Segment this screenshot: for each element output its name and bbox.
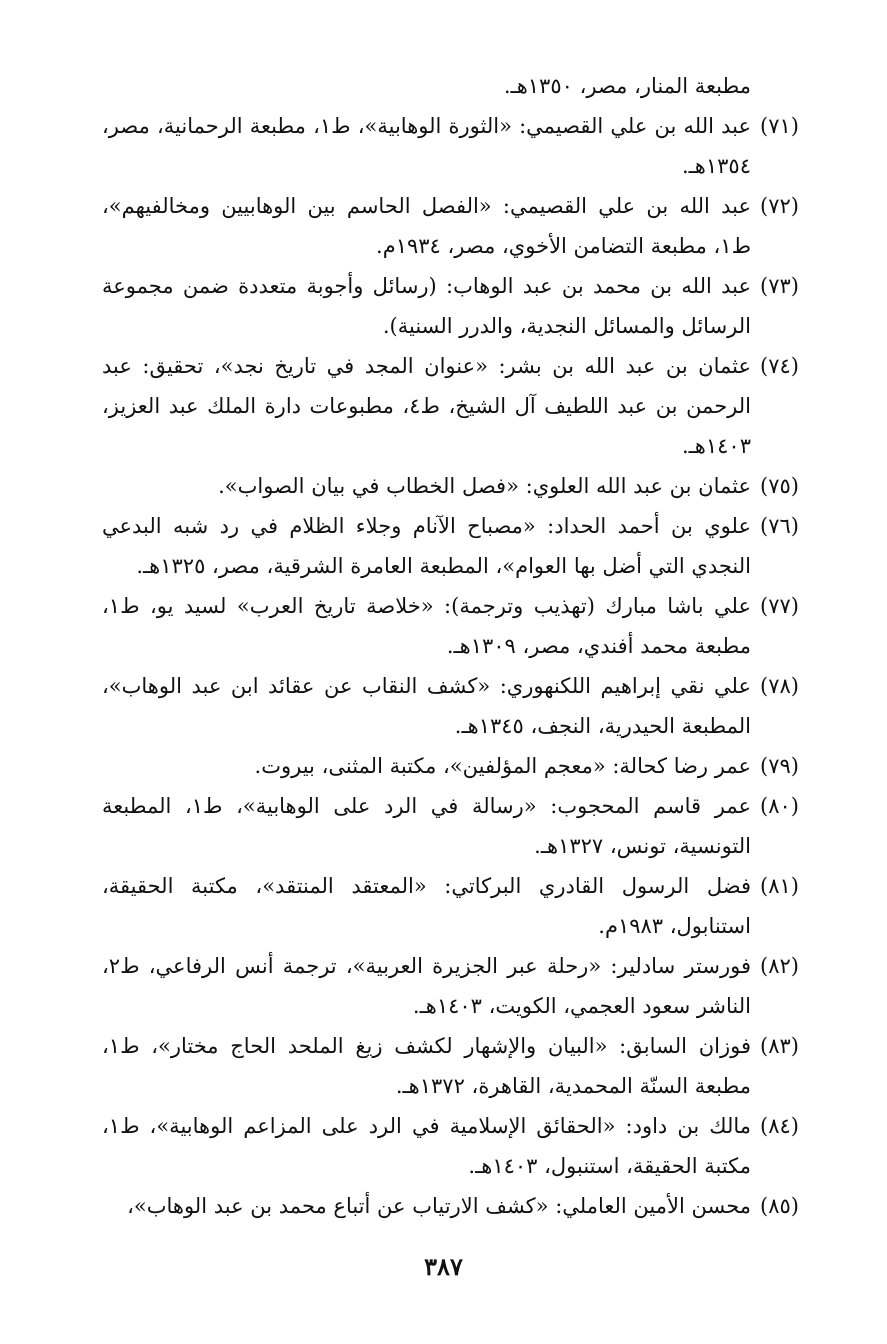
entry-text: فوزان السابق: «البيان والإشهار لكشف زيغ الملحد الحاج مختار»، ط١، مطبعة السنّة المحمدية، القاهرة، ١٣٧٢هـ. — [102, 1034, 751, 1098]
entry-text: عثمان بن عبد الله العلوي: «فصل الخطاب في بيان الصواب». — [218, 474, 751, 498]
entry-text: عمر رضا كحالة: «معجم المؤلفين»، مكتبة المثنى، بيروت. — [254, 754, 751, 778]
entry-number: (٨١) — [760, 874, 799, 898]
entry-number: (٧١) — [760, 114, 799, 138]
entry-number: (٨٠) — [760, 794, 799, 818]
bibliography-entry — [102, 1026, 799, 1106]
bibliography-entry — [102, 746, 799, 786]
bibliography-entry — [102, 346, 799, 466]
bibliography-entry — [102, 106, 799, 186]
entry-text: فضل الرسول القادري البركاتي: «المعتقد المنتقد»، مكتبة الحقيقة، استنابول، ١٩٨٣م. — [102, 874, 751, 938]
bibliography-entry — [102, 866, 799, 946]
entry-text: فورستر سادلير: «رحلة عبر الجزيرة العربية»، ترجمة أنس الرفاعي، ط٢، الناشر سعود العجمي، الكويت، ١٤٠٣هـ. — [102, 954, 751, 1018]
entry-number: (٨٥) — [760, 1194, 799, 1218]
entry-text: عثمان بن عبد الله بن بشر: «عنوان المجد في تاريخ نجد»، تحقيق: عبد الرحمن بن عبد اللطيف آل الشيخ، ط٤، مطبوعات دارة الملك عبد العزيز، ١٤٠٣هـ. — [102, 354, 751, 458]
bibliography-entry — [102, 786, 799, 866]
entry-number: (٧٥) — [760, 474, 799, 498]
entry-text: علي باشا مبارك (تهذيب وترجمة): «خلاصة تاريخ العرب» لسيد يو، ط١، مطبعة محمد أفندي، مصر، ١٣٠٩هـ. — [102, 594, 751, 658]
entry-text: محسن الأمين العاملي: «كشف الارتياب عن أتباع محمد بن عبد الوهاب»، — [127, 1194, 751, 1218]
bibliography-entry — [102, 1106, 799, 1186]
bibliography-entry — [102, 466, 799, 506]
bibliography-entry — [102, 946, 799, 1026]
entry-text: عمر قاسم المحجوب: «رسالة في الرد على الوهابية»، ط١، المطبعة التونسية، تونس، ١٣٢٧هـ. — [102, 794, 751, 858]
bibliography-list — [102, 66, 799, 1226]
entry-number: (٧٧) — [760, 594, 799, 618]
entry-number: (٧٦) — [760, 514, 799, 538]
entry-number: (٨٤) — [760, 1114, 799, 1138]
entry-text: عبد الله بن علي القصيمي: «الفصل الحاسم بين الوهابيين ومخالفيهم»، ط١، مطبعة التضامن الأخوي، مصر، ١٩٣٤م. — [102, 194, 751, 258]
entry-number: (٧٩) — [760, 754, 799, 778]
entry-number: (٧٢) — [760, 194, 799, 218]
entry-number: (٧٨) — [760, 674, 799, 698]
continuation-line — [102, 66, 799, 106]
entry-number: (٨٣) — [760, 1034, 799, 1058]
continuation-text: مطبعة المنار، مصر، ١٣٥٠هـ. — [503, 74, 751, 98]
entry-number: (٨٢) — [760, 954, 799, 978]
bibliography-entry — [102, 1186, 799, 1226]
bibliography-entry — [102, 666, 799, 746]
entry-text: علوي بن أحمد الحداد: «مصباح الآنام وجلاء الظلام في رد شبه البدعي النجدي التي أضل بها العوام»، المطبعة العامرة الشرقية، مصر، ١٣٢٥هـ. — [102, 514, 751, 578]
bibliography-entry — [102, 586, 799, 666]
entry-number: (٧٤) — [760, 354, 799, 378]
bibliography-entry — [102, 266, 799, 346]
entry-text: عبد الله بن محمد بن عبد الوهاب: (رسائل وأجوبة متعددة ضمن مجموعة الرسائل والمسائل النجدية، والدرر السنية). — [102, 274, 751, 338]
bibliography-entry — [102, 186, 799, 266]
bibliography-entry — [102, 506, 799, 586]
entry-text: عبد الله بن علي القصيمي: «الثورة الوهابية»، ط١، مطبعة الرحمانية، مصر، ١٣٥٤هـ. — [102, 114, 752, 178]
entry-text: علي نقي إبراهيم اللكنهوري: «كشف النقاب عن عقائد ابن عبد الوهاب»، المطبعة الحيدرية، النجف، ١٣٤٥هـ. — [102, 674, 751, 738]
page-number: ٣٨٧ — [424, 1252, 463, 1281]
entry-number: (٧٣) — [760, 274, 799, 298]
entry-text: مالك بن داود: «الحقائق الإسلامية في الرد على المزاعم الوهابية»، ط١، مكتبة الحقيقة، استنبول، ١٤٠٣هـ. — [102, 1114, 751, 1178]
